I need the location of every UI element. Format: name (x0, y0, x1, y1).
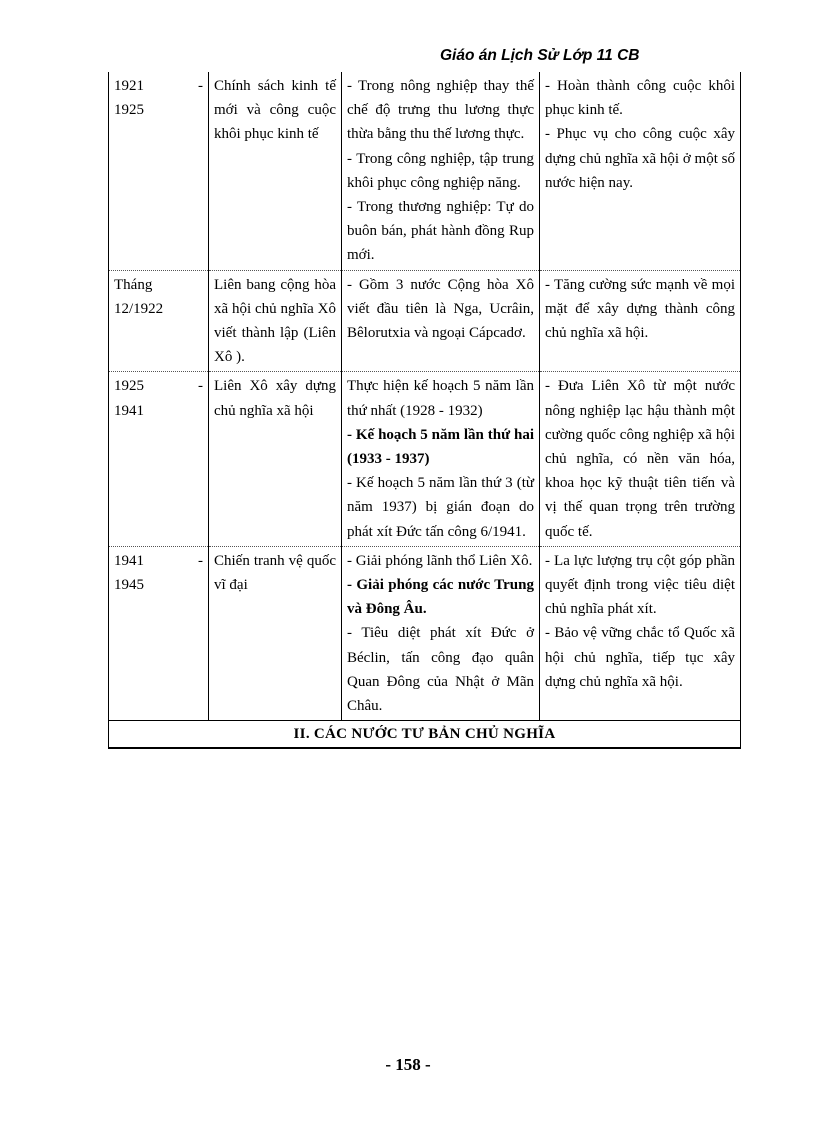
table-row (109, 546, 741, 720)
content-line-bold: - Kế hoạch 5 năm lần thứ hai (1933 - 1937) (347, 426, 534, 468)
period-start: Tháng (114, 276, 153, 293)
content-line: - Kế hoạch 5 năm lần thứ 3 (từ năm 1937) bị gián đoạn do phát xít Đức tấn công 6/1941. (347, 475, 534, 540)
event-cell: Chiến tranh vệ quốc vĩ đại (209, 546, 342, 720)
period-start: 1921 (114, 78, 144, 94)
period-end: 12/1922 (114, 300, 164, 317)
period-start: 1925 (114, 378, 144, 395)
significance-cell (540, 372, 741, 546)
period-cell (109, 546, 209, 720)
period-cell (109, 270, 209, 372)
content-line-bold: - Giải phóng các nước Trung và Đông Âu. (347, 577, 534, 618)
history-table (108, 72, 741, 749)
period-dash: - (198, 78, 203, 94)
significance-cell (540, 72, 741, 270)
section-heading: II. CÁC NƯỚC TƯ BẢN CHỦ NGHĨA (109, 721, 741, 749)
period-end: 1945 (114, 577, 144, 594)
content-line: - Trong công nghiệp, tập trung khôi phục công nghiệp năng. (347, 150, 534, 191)
significance-line: - Đưa Liên Xô từ một nước nông nghiệp lạc hậu thành một cường quốc công nghiệp xã hội chủ nghĩa, có nền văn hóa, khoa học kỹ thuật tiên tiến và vị thế quan trọng trên trường quốc tế. (545, 378, 735, 540)
significance-line: - Phục vụ cho công cuộc xây dựng chủ nghĩa xã hội ở một số nước hiện nay. (545, 126, 735, 191)
content-cell (342, 270, 540, 372)
table-row (109, 270, 741, 372)
significance-line: - Tăng cường sức mạnh về mọi mặt để xây dựng thành công chủ nghĩa xã hội. (545, 276, 735, 342)
significance-line: - Hoàn thành công cuộc khôi phục kinh tế. (545, 78, 735, 119)
content-cell (342, 372, 540, 546)
period-dash: - (198, 378, 203, 395)
content-line: - Trong thương nghiệp: Tự do buôn bán, phát hành đồng Rup mới. (347, 199, 534, 264)
period-end: 1925 (114, 102, 144, 119)
period-cell (109, 372, 209, 546)
event-cell: Liên Xô xây dựng chủ nghĩa xã hội (209, 372, 342, 546)
period-end: 1941 (114, 402, 144, 419)
significance-cell (540, 270, 741, 372)
content-line: - Trong nông nghiệp thay thế chế độ trưng thu lương thực thừa bằng thu thế lương thực. (347, 78, 534, 143)
page-number: - 158 - (385, 1055, 431, 1074)
content-cell (342, 72, 540, 270)
content-line: - Tiêu diệt phát xít Đức ở Béclin, tấn công đạo quân Quan Đông của Nhật ở Mãn Châu. (347, 625, 534, 715)
significance-cell (540, 546, 741, 720)
content-line: - Giải phóng lãnh thổ Liên Xô. (347, 552, 533, 569)
table-row (109, 372, 741, 546)
section-heading-row (109, 721, 741, 749)
period-cell (109, 72, 209, 270)
period-dash: - (198, 552, 203, 569)
content-line: Thực hiện kế hoạch 5 năm lần thứ nhất (1928 - 1932) (347, 378, 534, 419)
event-cell: Liên bang cộng hòa xã hội chủ nghĩa Xô viết thành lập (Liên Xô ). (209, 270, 342, 372)
table-row (109, 72, 741, 270)
content-cell (342, 546, 540, 720)
page-header-title: Giáo án Lịch Sử Lớp 11 CB (440, 47, 640, 64)
event-cell: Chính sách kinh tế mới và công cuộc khôi phục kinh tế (209, 72, 342, 270)
content-line: - Gồm 3 nước Cộng hòa Xô viết đầu tiên là Nga, Ucrâin, Bêlorutxia và ngoại Cápcadơ. (347, 276, 534, 342)
significance-line: - Bảo vệ vững chắc tổ Quốc xã hội chủ nghĩa, tiếp tục xây dựng chủ nghĩa xã hội. (545, 625, 735, 690)
significance-line: - La lực lượng trụ cột góp phần quyết định trong việc tiêu diệt chủ nghĩa phát xít. (545, 552, 735, 618)
period-start: 1941 (114, 552, 144, 569)
